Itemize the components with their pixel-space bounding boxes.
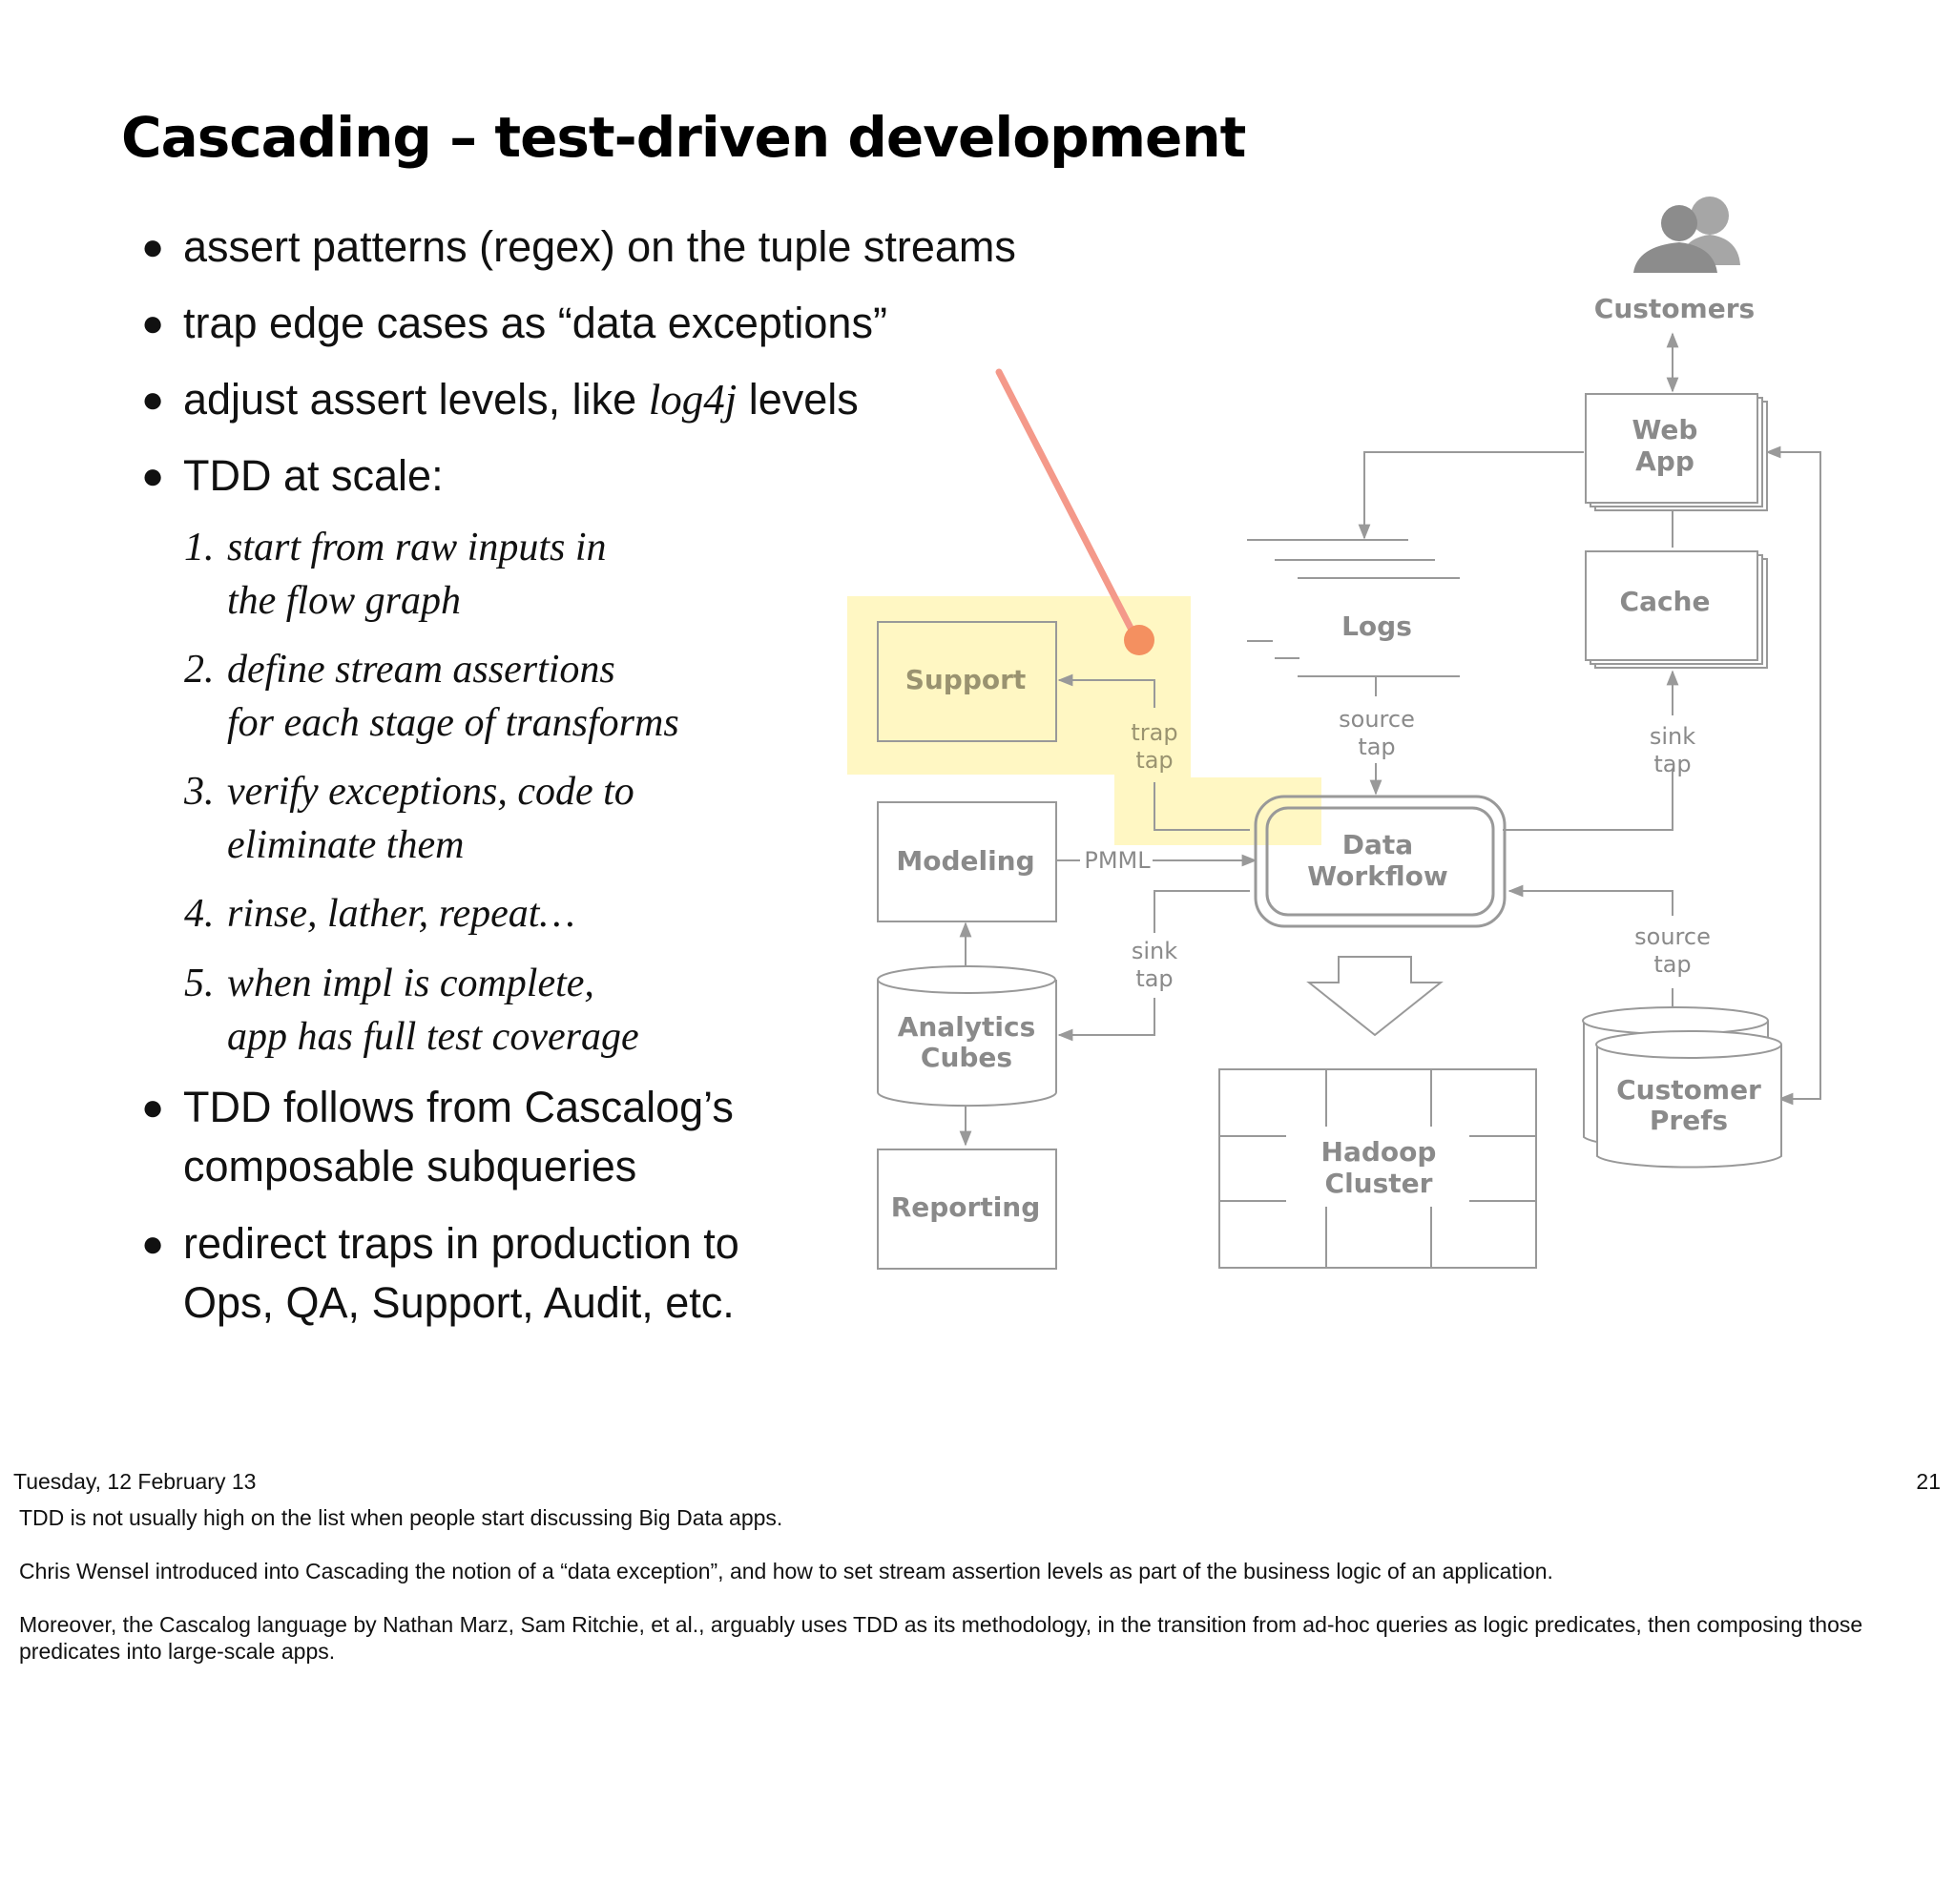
- step-number: 1.: [184, 526, 215, 569]
- source-tap-label: source: [1634, 923, 1711, 950]
- step-number: 4.: [184, 892, 215, 936]
- logs-node: [1247, 540, 1460, 676]
- bullet-text: trap edge cases as “data exceptions”: [183, 299, 887, 347]
- modeling-label: Modeling: [896, 845, 1035, 877]
- hadoop-cluster-label: Hadoop: [1320, 1136, 1437, 1168]
- sink-tap-label: tap: [1135, 965, 1174, 992]
- speaker-note: Moreover, the Cascalog language by Nathan Marz, Sam Ritchie, et al., arguably uses TDD as its methodology, in the transition from ad-hoc queries as logic predicates, then composing those predicates into large-scale apps.: [19, 1612, 1863, 1664]
- customer-prefs-label: Prefs: [1649, 1105, 1729, 1136]
- edge-workflow-cubes-2: [1059, 998, 1154, 1035]
- step-number: 5.: [184, 962, 215, 1005]
- analytics-cubes-label: Cubes: [920, 1042, 1013, 1073]
- step-line: eliminate them: [227, 823, 465, 867]
- cache-label: Cache: [1619, 586, 1711, 617]
- bullet-text-italic: log4j: [648, 376, 738, 424]
- bullet-dot-icon: ●: [141, 226, 165, 268]
- step-number: 2.: [184, 648, 215, 692]
- support-label: Support: [904, 664, 1027, 695]
- edge-prefs-webapp: [1767, 452, 1820, 1099]
- bullet-dot-icon: ●: [141, 1087, 165, 1128]
- bullet-text-part: levels: [737, 375, 859, 424]
- source-tap-label: tap: [1653, 951, 1692, 978]
- trap-tap-label: trap: [1131, 719, 1178, 746]
- step-line: the flow graph: [227, 579, 462, 623]
- step-line: verify exceptions, code to: [227, 770, 634, 814]
- source-tap-label: tap: [1358, 734, 1396, 760]
- customers-label: Customers: [1593, 293, 1756, 324]
- step-line: app has full test coverage: [227, 1015, 639, 1059]
- pointer-dot: [1124, 625, 1154, 655]
- web-app-label: App: [1635, 445, 1694, 477]
- source-tap-label: source: [1339, 706, 1415, 733]
- sink-tap-label: sink: [1131, 938, 1178, 964]
- web-app-label: Web: [1632, 414, 1698, 445]
- customer-prefs-label: Customer: [1616, 1074, 1761, 1106]
- bullet-text: Ops, QA, Support, Audit, etc.: [183, 1278, 735, 1327]
- trap-tap-label: tap: [1135, 747, 1174, 774]
- bullet-text: assert patterns (regex) on the tuple streams: [183, 222, 1016, 271]
- step-line: rinse, lather, repeat…: [227, 892, 575, 936]
- data-workflow-label: Workflow: [1307, 860, 1448, 892]
- logs-label: Logs: [1341, 611, 1412, 642]
- step-line: when impl is complete,: [227, 962, 594, 1005]
- step-line: start from raw inputs in: [227, 526, 607, 569]
- down-arrow-icon: [1309, 957, 1441, 1035]
- bullet-text: redirect traps in production to: [183, 1219, 739, 1268]
- hadoop-cluster-label: Cluster: [1324, 1168, 1433, 1199]
- sink-tap-label: tap: [1653, 751, 1692, 777]
- reporting-label: Reporting: [890, 1191, 1041, 1223]
- step-line: define stream assertions: [227, 648, 615, 692]
- bullet-text: composable subqueries: [183, 1142, 637, 1190]
- edge-webapp-logs: [1364, 452, 1584, 538]
- slide-title: Cascading – test-driven development: [121, 105, 1246, 170]
- footer-date: Tuesday, 12 February 13: [13, 1469, 257, 1494]
- data-workflow-label: Data: [1341, 829, 1414, 860]
- step-line: for each stage of transforms: [227, 701, 679, 745]
- bullet-dot-icon: ●: [141, 379, 165, 421]
- edge-workflow-cache: [1503, 769, 1673, 830]
- sink-tap-label: sink: [1649, 723, 1696, 750]
- page-number: 21: [1916, 1469, 1941, 1494]
- bullet-text-part: adjust assert levels, like: [183, 375, 649, 424]
- bullet-text: TDD at scale:: [183, 451, 444, 500]
- speaker-note: Chris Wensel introduced into Cascading the notion of a “data exception”, and how to set stream assertion levels as part of the business logic of an application.: [19, 1559, 1553, 1583]
- bullet-dot-icon: ●: [141, 302, 165, 344]
- pmml-label: PMML: [1084, 847, 1151, 874]
- analytics-cubes-label: Analytics: [897, 1011, 1036, 1043]
- speaker-note: TDD is not usually high on the list when people start discussing Big Data apps.: [19, 1505, 783, 1530]
- bullet-dot-icon: ●: [141, 455, 165, 497]
- bullet-dot-icon: ●: [141, 1223, 165, 1265]
- edge-prefs-workflow-2: [1509, 891, 1673, 916]
- bullet-text: TDD follows from Cascalog’s: [183, 1083, 734, 1131]
- edge-workflow-cubes: [1154, 891, 1250, 933]
- customers-icon: [1633, 197, 1740, 273]
- step-number: 3.: [184, 770, 215, 814]
